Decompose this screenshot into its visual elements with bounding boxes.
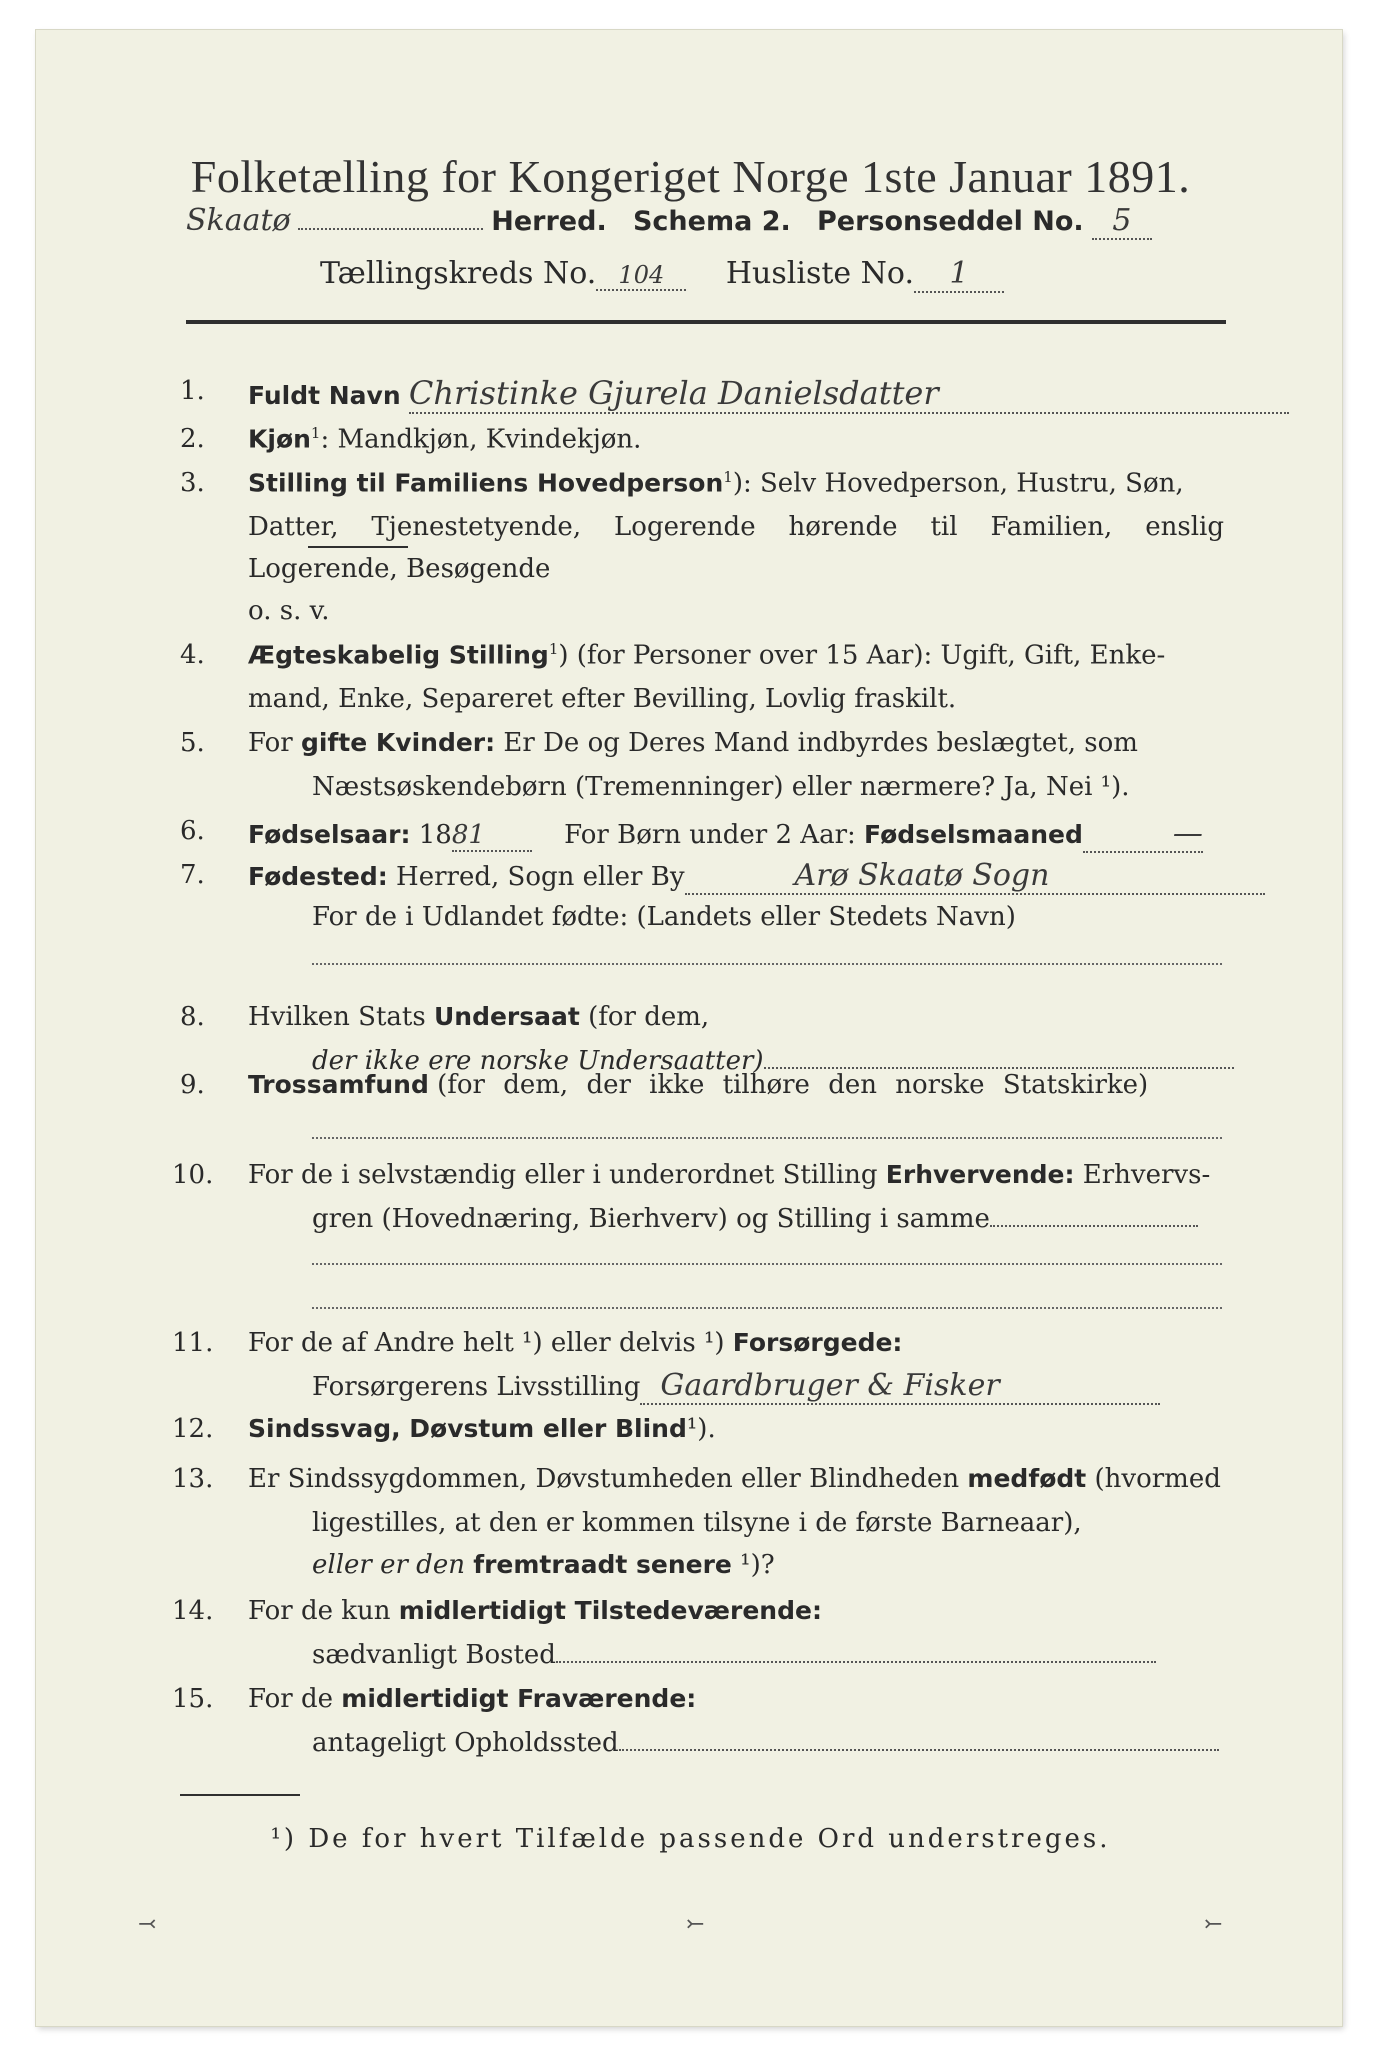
corner-mark-right: ⤚: [1204, 1912, 1223, 1937]
q8-text1: (for dem,: [588, 1002, 710, 1032]
q11-label: Forsørgede:: [732, 1328, 903, 1357]
q4-sup: 1: [548, 640, 559, 658]
q7-line2: For de i Udlandet fødte: (Landets eller Stedets Navn): [312, 902, 1016, 932]
q14-line1: [248, 1596, 822, 1626]
q13-line3: [312, 1550, 775, 1580]
q3-label: Stilling til Familiens Hovedperson: [248, 468, 724, 498]
q10-line1: [248, 1160, 1210, 1190]
q2-sup: 1: [310, 424, 321, 442]
q8-text2: der ikke ere norske Undersaatter): [312, 1046, 764, 1076]
footnote-rule: [180, 1794, 300, 1796]
q15-line1: [248, 1684, 696, 1714]
q10-label: Erhvervende:: [885, 1160, 1075, 1189]
q5-number: 5.: [180, 728, 205, 758]
footnote: ¹) De for hvert Tilfælde passende Ord understreges.: [270, 1824, 1111, 1854]
husliste-label: Husliste No.: [725, 256, 915, 291]
q10-answer-line-2: [312, 1306, 1222, 1309]
q6-label2: Fødselsmaaned: [864, 820, 1083, 849]
q13-text3b: ¹)?: [740, 1550, 775, 1580]
q2-text: : Mandkjøn, Kvindekjøn.: [320, 424, 642, 455]
husliste-value: 1: [914, 256, 1004, 293]
q7-answer-line: [312, 962, 1222, 965]
q9-row: [248, 1070, 1224, 1100]
q5-line2: Næstsøskendebørn (Tremenninger) eller nærmere? Ja, Nei ¹).: [312, 772, 1130, 802]
q15-number: 15.: [172, 1684, 214, 1714]
q13-label: medfødt: [967, 1464, 1087, 1493]
q8-pre: Hvilken Stats: [248, 1002, 426, 1032]
q2-label: Kjøn: [248, 424, 311, 454]
q5-pre: For: [248, 728, 293, 758]
kreds-row: [320, 256, 1004, 293]
q14-label: midlertidigt Tilstedeværende:: [398, 1596, 822, 1625]
q9-answer-line: [312, 1136, 1222, 1139]
q13-label3: fremtraadt senere: [473, 1550, 732, 1579]
q10-text1b: Erhvervs-: [1082, 1160, 1211, 1190]
q10-text2: gren (Hovednæring, Bierhverv) og Stilling i samme: [312, 1204, 990, 1234]
q12-tail: ¹).: [686, 1414, 716, 1444]
q11-line2: [312, 1368, 1160, 1405]
q3-number: 3.: [180, 468, 205, 498]
q10-number: 10.: [172, 1160, 214, 1190]
q11-line1: [248, 1328, 902, 1358]
q10-text1a: For de i selvstændig eller i underordnet Stilling: [248, 1160, 878, 1190]
personseddel-value: 5: [1092, 203, 1152, 240]
q12-number: 12.: [172, 1414, 214, 1444]
q10-answer-line-1: [312, 1262, 1222, 1265]
q3-line1: [248, 468, 1184, 499]
q8-label: Undersaat: [433, 1002, 580, 1031]
q6-row: [248, 816, 1203, 853]
q11-number: 11.: [172, 1328, 214, 1358]
q15-label: midlertidigt Fraværende:: [341, 1684, 697, 1713]
q3-line2: Datter, Tjenestetyende, Logerende hørende til Familien, enslig: [248, 512, 1224, 542]
q1-label: Fuldt Navn: [248, 381, 401, 410]
corner-mark-center: ⤚: [686, 1912, 705, 1937]
q2-number: 2.: [180, 424, 205, 454]
q13-line2: ligestilles, at den er kommen tilsyne i de første Barneaar),: [312, 1508, 1082, 1538]
q6-number: 6.: [180, 816, 205, 846]
herred-value: Skaatø: [186, 203, 291, 238]
q13-text1a: Er Sindssygdommen, Døvstumheden eller Blindheden: [248, 1464, 960, 1494]
q11-text2: Forsørgerens Livsstilling: [312, 1372, 641, 1402]
corner-mark-left: ⤙: [138, 1912, 157, 1937]
q5-line1: [248, 728, 1138, 758]
q7-number: 7.: [180, 860, 205, 890]
q4-number: 4.: [180, 640, 205, 670]
q6-label: Fødselsaar:: [248, 820, 411, 849]
herred-label: Herred.: [491, 206, 607, 237]
schema-label: Schema 2.: [632, 206, 791, 237]
q5-label: gifte Kvinder:: [300, 728, 496, 757]
q6-text: For Børn under 2 Aar:: [564, 820, 856, 850]
q3-sup: 1: [723, 468, 733, 486]
q14-number: 14.: [172, 1596, 214, 1626]
q12-label: Sindssvag, Døvstum eller Blind: [248, 1414, 687, 1443]
q7-row: [248, 858, 1265, 895]
q12-row: [248, 1414, 716, 1444]
q15-text2: antageligt Opholdssted: [312, 1728, 619, 1758]
q10-line2: [312, 1204, 1198, 1234]
q7-label: Fødested:: [248, 862, 388, 891]
q1-number: 1.: [180, 376, 205, 406]
q13-number: 13.: [172, 1464, 214, 1494]
q4-line2: mand, Enke, Separeret efter Bevilling, Lovlig fraskilt.: [248, 684, 957, 714]
q8-number: 8.: [180, 1002, 205, 1032]
q4-text1: ) (for Personer over 15 Aar): Ugift, Gift, Enke-: [558, 640, 1166, 671]
q3-line3: Logerende, Besøgende: [248, 554, 551, 584]
q2-row: [248, 424, 641, 455]
q13-text3a: eller er den: [312, 1550, 465, 1580]
q4-label: Ægteskabelig Stilling: [248, 640, 549, 670]
q15-line2: [312, 1728, 1219, 1758]
q3-line4: o. s. v.: [248, 596, 330, 626]
personseddel-label: Personseddel No.: [817, 206, 1084, 237]
q4-line1: [248, 640, 1165, 671]
q8-line1: [248, 1002, 709, 1032]
q1-row: [248, 374, 1289, 414]
q11-provider-value: Gaardbruger & Fisker: [640, 1368, 1160, 1405]
q14-text2: sædvanligt Bosted: [312, 1640, 556, 1670]
kreds-value: 104: [596, 261, 686, 291]
datter-underline: [308, 546, 408, 548]
q15-text1: For de: [248, 1684, 333, 1714]
q6-month-value: —: [1083, 816, 1203, 853]
q9-text: (for dem, der ikke tilhøre den norske Statskirke): [437, 1070, 1149, 1100]
q5-text1: Er De og Deres Mand indbyrdes beslægtet, som: [503, 728, 1138, 758]
header-rule: [186, 320, 1226, 324]
q13-text1b: (hvormed: [1094, 1464, 1221, 1494]
q1-full-name-value: Christinke Gjurela Danielsdatter: [409, 374, 1289, 414]
q6-year-value: 81: [452, 820, 532, 852]
form-title: Folketælling for Kongeriget Norge 1ste Januar 1891.: [190, 151, 1191, 202]
q14-line2: [312, 1640, 1156, 1670]
q7-birthplace-value: Arø Skaatø Sogn: [685, 858, 1265, 895]
q9-number: 9.: [180, 1070, 205, 1100]
q14-text1: For de kun: [248, 1596, 391, 1626]
q9-label: Trossamfund: [248, 1070, 429, 1099]
q13-line1: [248, 1464, 1221, 1494]
q3-text1: ): Selv Hovedperson, Hustru, Søn,: [732, 468, 1184, 499]
q11-text1: For de af Andre helt ¹) eller delvis ¹): [248, 1328, 725, 1358]
q7-text: Herred, Sogn eller By: [396, 862, 685, 892]
q6-year-prefix: 18: [418, 820, 452, 850]
herred-row: [186, 203, 1152, 240]
kreds-label: Tællingskreds No.: [320, 256, 597, 291]
